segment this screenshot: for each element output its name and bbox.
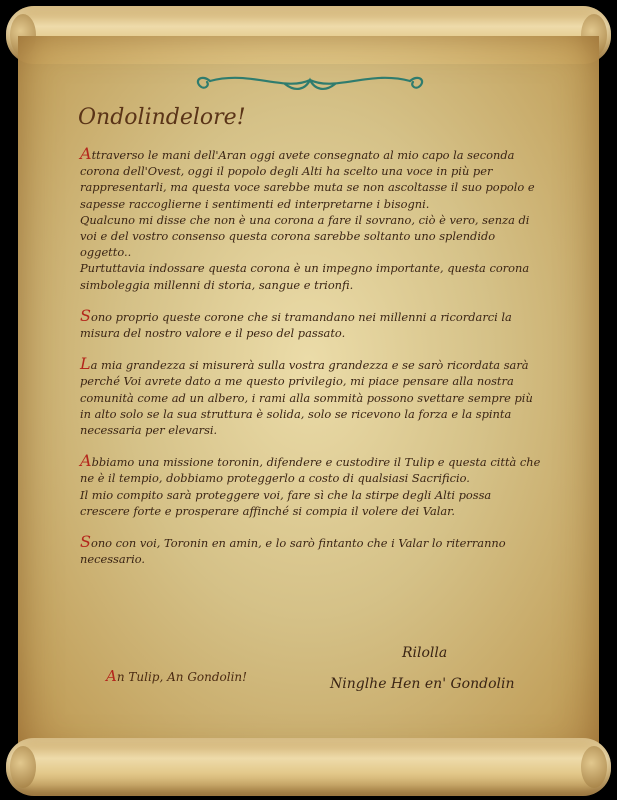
text-line: oggetto.. xyxy=(80,245,132,260)
scroll-bottom-roll xyxy=(6,738,611,796)
text-line: necessario. xyxy=(80,552,146,567)
closing-text: n Tulip, An Gondolin! xyxy=(116,670,247,684)
drop-initial: S xyxy=(80,532,91,552)
text-line: ono proprio queste corone che si tramandano nei millenni a ricordarci la xyxy=(90,309,512,324)
text-line: crescere forte e prosperare affinché si compia il volere dei Valar. xyxy=(80,503,455,518)
text-line: a mia grandezza si misurerà sulla vostra grandezza e se sarò ricordata sarà xyxy=(90,358,529,373)
text-line: Purtuttavia indossare questa corona è un impegno importante, questa corona xyxy=(80,261,530,276)
drop-initial: A xyxy=(106,667,117,685)
letter-body xyxy=(80,104,550,582)
text-line: necessaria per elevarsi. xyxy=(80,423,218,438)
drop-initial: A xyxy=(80,451,92,471)
drop-initial: L xyxy=(80,354,91,374)
text-line: rappresentarli, ma questa voce sarebbe muta se non ascoltasse il suo popolo e xyxy=(80,180,535,195)
text-line: ttraverso le mani dell'Aran oggi avete consegnato al mio capo la seconda xyxy=(91,148,515,162)
text-line: voi e del vostro consenso questa corona sarebbe soltanto uno splendido xyxy=(80,229,496,244)
text-line: Il mio compito sarà proteggere voi, fare sì che la stirpe degli Alti possa xyxy=(80,487,492,502)
text-line: simboleggia millenni di storia, sangue e trionfi. xyxy=(80,277,354,292)
text-line: ono con voi, Toronin en amin, e lo sarò fintanto che i Valar lo riterranno xyxy=(90,536,506,551)
text-line: perché Voi avrete dato a me questo privilegio, mi piace pensare alla nostra xyxy=(80,374,514,389)
text-line: misura del nostro valore e il peso del passato. xyxy=(80,326,346,341)
signature-name: Rilolla xyxy=(402,645,448,661)
paragraph-3 xyxy=(80,356,550,438)
text-line: corona dell'Ovest, oggi il popolo degli Alti ha scelto una voce in più per xyxy=(80,164,493,179)
paragraph-4 xyxy=(80,453,550,519)
text-line: ne è il tempio, dobbiamo proteggerlo a costo di qualsiasi Sacrificio. xyxy=(80,471,470,486)
paragraph-1 xyxy=(80,146,550,293)
ornament-flourish xyxy=(190,66,430,96)
paragraph-5 xyxy=(80,534,550,567)
letter-title: Ondolindelore! xyxy=(78,105,246,130)
closing-salutation xyxy=(106,667,247,685)
text-line: Qualcuno mi disse che non è una corona a fare il sovrano, ciò è vero, senza di xyxy=(80,212,530,227)
drop-initial: S xyxy=(80,305,91,325)
signature-title: Ninglhe Hen en' Gondolin xyxy=(330,676,515,692)
drop-initial: A xyxy=(80,144,92,163)
text-line: bbiamo una missione toronin, difendere e custodire il Tulip e questa città che xyxy=(91,455,541,470)
paragraph-2 xyxy=(80,305,550,341)
text-line: comunità come ad un albero, i rami alla sommità possono svettare sempre più xyxy=(80,390,533,405)
text-line: sapesse raccoglierne i sentimenti ed interpretarne i bisogni. xyxy=(80,196,430,211)
text-line: in alto solo se la sua struttura è solida, solo se ricevono la forza e la spinta xyxy=(80,406,512,421)
